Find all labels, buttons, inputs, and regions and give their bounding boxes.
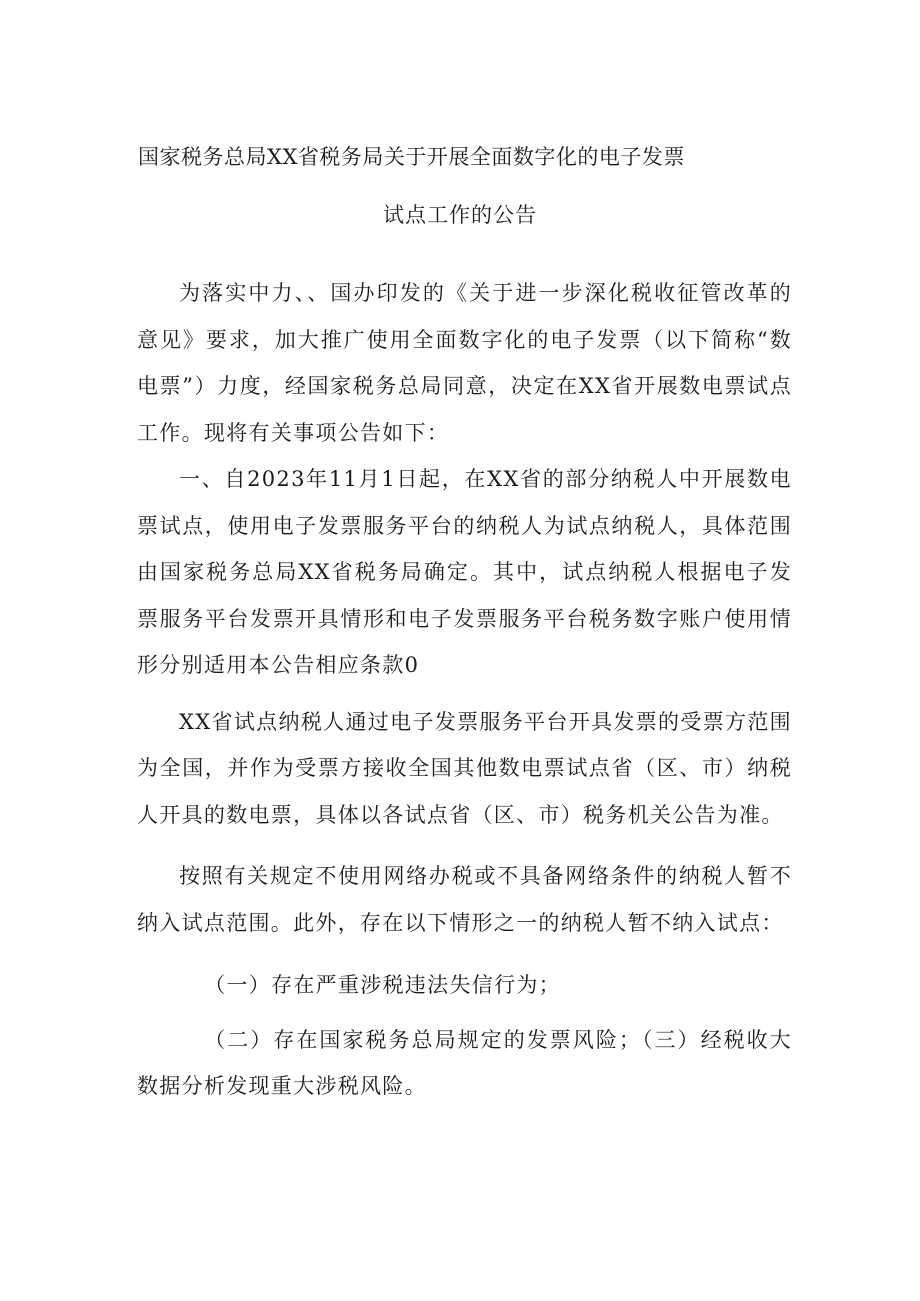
document-body: [137, 270, 792, 1110]
document-title-line1: 国家税务总局XX省税务局关于开展全面数字化的电子发票: [138, 145, 685, 169]
list-item: （一）存在严重涉税违法失信行为；: [204, 973, 561, 997]
list-item: （二）存在国家税务总局规定的发票风险；（三）经税收大数据分析发现重大涉税风险。: [137, 1027, 792, 1098]
paragraph-exclusions: 按照有关规定不使用网络办税或不具备网络条件的纳税人暂不纳入试点范围。此外，存在以下情形之一的纳税人暂不纳入试点：: [137, 864, 792, 935]
paragraph-section-one: 一、自2023年11月1日起，在XX省的部分纳税人中开展数电票试点，使用电子发票服务平台的纳税人为试点纳税人，具体范围由国家税务总局XX省税务局确定。其中，试点纳税人根据电子发票服务平台发票开具情形和电子发票服务平台税务数字账户使用情形分别适用本公告相应条款0: [137, 467, 792, 677]
document-title-line2: 试点工作的公告: [383, 203, 537, 227]
paragraph-recipient-scope: XX省试点纳税人通过电子发票服务平台开具发票的受票方范围为全国，并作为受票方接收全国其他数电票试点省（区、市）纳税人开具的数电票，具体以各试点省（区、市）税务机关公告为准。: [137, 709, 792, 827]
paragraph-intro: 为落实中力、、国办印发的《关于进一步深化税收征管改革的意见》要求，加大推广使用全面数字化的电子发票（以下简称“数电票”）力度，经国家税务总局同意，决定在XX省开展数电票试点工作。现将有关事项公告如下：: [137, 281, 792, 445]
